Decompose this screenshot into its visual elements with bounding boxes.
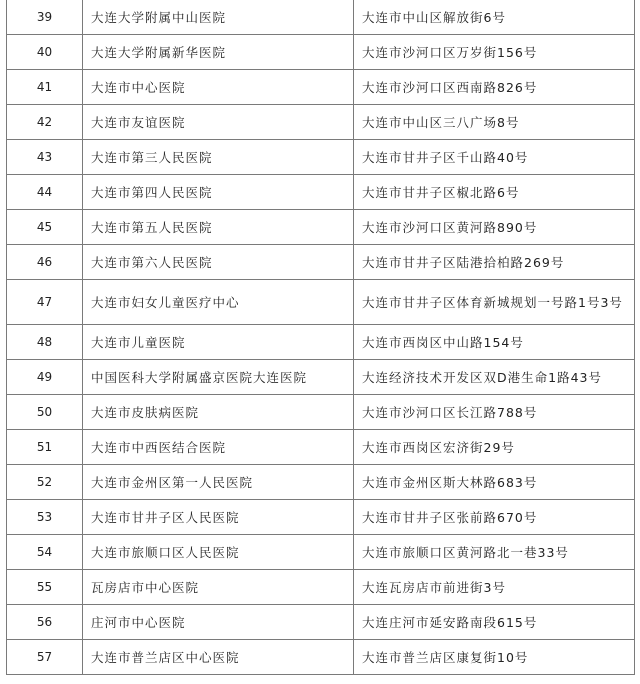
hospital-address: 大连市普兰店区康复街10号 bbox=[354, 640, 635, 675]
table-row bbox=[7, 280, 635, 325]
table-row bbox=[7, 140, 635, 175]
table-row bbox=[7, 605, 635, 640]
table-row bbox=[7, 430, 635, 465]
table-row bbox=[7, 500, 635, 535]
hospital-name: 大连市中心医院 bbox=[83, 70, 354, 105]
hospital-address: 大连市沙河口区黄河路890号 bbox=[354, 210, 635, 245]
row-number: 41 bbox=[7, 70, 83, 105]
hospital-name: 大连市儿童医院 bbox=[83, 325, 354, 360]
hospital-table bbox=[6, 0, 635, 675]
row-number: 50 bbox=[7, 395, 83, 430]
row-number: 52 bbox=[7, 465, 83, 500]
table-row bbox=[7, 535, 635, 570]
row-number: 57 bbox=[7, 640, 83, 675]
row-number: 46 bbox=[7, 245, 83, 280]
hospital-name: 瓦房店市中心医院 bbox=[83, 570, 354, 605]
hospital-address: 大连市旅顺口区黄河路北一巷33号 bbox=[354, 535, 635, 570]
table-row bbox=[7, 360, 635, 395]
hospital-address: 大连市沙河口区长江路788号 bbox=[354, 395, 635, 430]
hospital-address: 大连市甘井子区椒北路6号 bbox=[354, 175, 635, 210]
hospital-name: 大连市普兰店区中心医院 bbox=[83, 640, 354, 675]
table-row bbox=[7, 465, 635, 500]
hospital-address: 大连市甘井子区张前路670号 bbox=[354, 500, 635, 535]
row-number: 48 bbox=[7, 325, 83, 360]
table-row bbox=[7, 395, 635, 430]
hospital-name: 大连市友谊医院 bbox=[83, 105, 354, 140]
table-row bbox=[7, 70, 635, 105]
row-number: 42 bbox=[7, 105, 83, 140]
hospital-name: 大连大学附属新华医院 bbox=[83, 35, 354, 70]
table-row bbox=[7, 35, 635, 70]
hospital-name: 庄河市中心医院 bbox=[83, 605, 354, 640]
hospital-address: 大连经济技术开发区双D港生命1路43号 bbox=[354, 360, 635, 395]
hospital-name: 大连市甘井子区人民医院 bbox=[83, 500, 354, 535]
hospital-name: 大连大学附属中山医院 bbox=[83, 0, 354, 35]
hospital-address: 大连市中山区解放街6号 bbox=[354, 0, 635, 35]
hospital-name: 大连市金州区第一人民医院 bbox=[83, 465, 354, 500]
table-row bbox=[7, 0, 635, 35]
hospital-name: 中国医科大学附属盛京医院大连医院 bbox=[83, 360, 354, 395]
table-row bbox=[7, 210, 635, 245]
row-number: 40 bbox=[7, 35, 83, 70]
row-number: 49 bbox=[7, 360, 83, 395]
row-number: 54 bbox=[7, 535, 83, 570]
hospital-address: 大连市西岗区宏济街29号 bbox=[354, 430, 635, 465]
hospital-name: 大连市旅顺口区人民医院 bbox=[83, 535, 354, 570]
row-number: 56 bbox=[7, 605, 83, 640]
table-row bbox=[7, 640, 635, 675]
hospital-table-body bbox=[7, 0, 635, 675]
row-number: 47 bbox=[7, 280, 83, 325]
hospital-address: 大连庄河市延安路南段615号 bbox=[354, 605, 635, 640]
row-number: 51 bbox=[7, 430, 83, 465]
hospital-name: 大连市皮肤病医院 bbox=[83, 395, 354, 430]
table-row bbox=[7, 570, 635, 605]
table-row bbox=[7, 175, 635, 210]
hospital-address: 大连市西岗区中山路154号 bbox=[354, 325, 635, 360]
hospital-name: 大连市中西医结合医院 bbox=[83, 430, 354, 465]
row-number: 44 bbox=[7, 175, 83, 210]
hospital-address: 大连市金州区斯大林路683号 bbox=[354, 465, 635, 500]
row-number: 55 bbox=[7, 570, 83, 605]
hospital-address: 大连瓦房店市前进街3号 bbox=[354, 570, 635, 605]
hospital-name: 大连市第五人民医院 bbox=[83, 210, 354, 245]
row-number: 45 bbox=[7, 210, 83, 245]
hospital-address: 大连市中山区三八广场8号 bbox=[354, 105, 635, 140]
hospital-address: 大连市沙河口区西南路826号 bbox=[354, 70, 635, 105]
hospital-address: 大连市甘井子区体育新城规划一号路1号3号 bbox=[354, 280, 635, 325]
hospital-name: 大连市第三人民医院 bbox=[83, 140, 354, 175]
hospital-name: 大连市第六人民医院 bbox=[83, 245, 354, 280]
hospital-name: 大连市妇女儿童医疗中心 bbox=[83, 280, 354, 325]
row-number: 53 bbox=[7, 500, 83, 535]
hospital-address: 大连市沙河口区万岁街156号 bbox=[354, 35, 635, 70]
table-row bbox=[7, 105, 635, 140]
row-number: 39 bbox=[7, 0, 83, 35]
hospital-address: 大连市甘井子区千山路40号 bbox=[354, 140, 635, 175]
row-number: 43 bbox=[7, 140, 83, 175]
table-row bbox=[7, 325, 635, 360]
hospital-address: 大连市甘井子区陆港拾柏路269号 bbox=[354, 245, 635, 280]
table-row bbox=[7, 245, 635, 280]
hospital-name: 大连市第四人民医院 bbox=[83, 175, 354, 210]
